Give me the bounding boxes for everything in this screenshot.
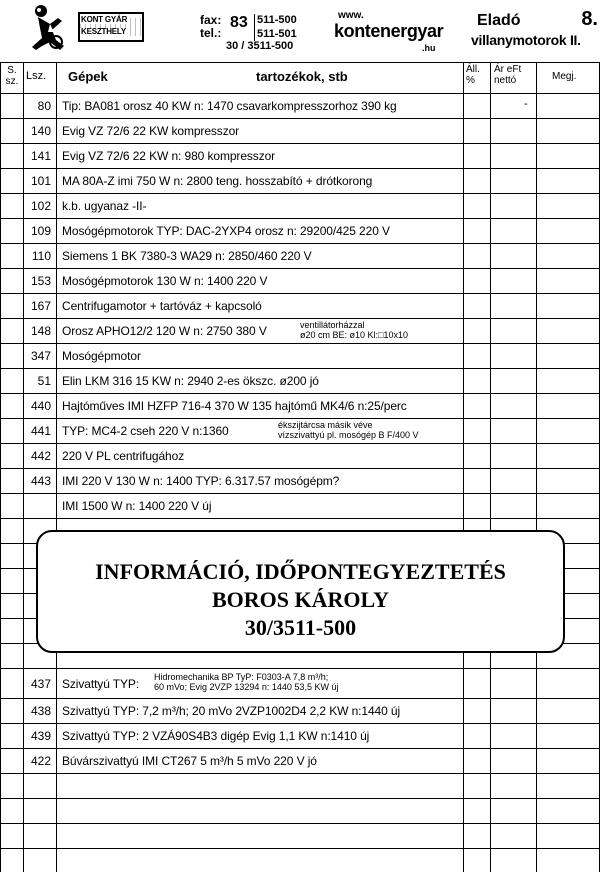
row-description: Elin LKM 316 15 KW n: 2940 2-es ökszc. ø200 jó [62, 374, 319, 388]
fax-label: fax: [200, 13, 222, 27]
row-description: IMI 220 V 130 W n: 1400 TYP: 6.317.57 mosógépm? [62, 474, 340, 488]
row-lsz: 141 [30, 149, 51, 163]
row-lsz: 443 [30, 474, 51, 488]
header-tartozekok: tartozékok, stb [256, 69, 348, 84]
table-row [0, 698, 600, 723]
website-name: kontenergyar [334, 21, 444, 41]
table-row [0, 748, 600, 773]
table-row [0, 118, 600, 143]
table-row [0, 218, 600, 243]
row-description: Búvárszivattyú IMI CT267 5 m³/h 5 mVo 220 V jó [62, 754, 317, 768]
table-row [0, 93, 600, 118]
table-row [0, 268, 600, 293]
row-note-line1: Hidromechanika BP TyP: F0303-A 7,8 m³/h; [154, 672, 329, 682]
table-row [0, 243, 600, 268]
row-note-line1: ventillátorházzal [300, 320, 365, 330]
row-description: k.b. ugyanaz -II- [62, 199, 147, 213]
header-ssz [2, 65, 22, 95]
contact-person: BOROS KÁROLY [211, 587, 390, 612]
row-lsz: 422 [30, 754, 51, 768]
website-tld: .hu [422, 43, 436, 53]
row-note-line2: vízszivattyú pl. mosógép B F/400 V [278, 430, 419, 440]
row-lsz: 110 [31, 249, 51, 263]
row-lsz: 101 [30, 174, 51, 188]
row-lsz: 442 [30, 449, 51, 463]
row-note-line1: ékszijtárcsa másik véve [278, 420, 373, 430]
website-block [330, 10, 442, 56]
table-row [0, 493, 600, 518]
header-ssz-line1: S. [7, 65, 17, 76]
table-row [0, 418, 600, 443]
table-row [0, 393, 600, 418]
row-lsz: 347 [30, 349, 51, 363]
header-all-line1: Áll. [466, 64, 480, 75]
header-ar [494, 64, 536, 94]
table-header [0, 63, 600, 93]
row-description: Evig VZ 72/6 22 KW kompresszor [62, 124, 240, 138]
row-lsz: 167 [30, 299, 51, 313]
table-row [0, 318, 600, 343]
row-lsz: 109 [30, 224, 51, 238]
title-line-2: villanymotorok II. [471, 32, 581, 48]
header-ar-line2: nettó [494, 75, 517, 86]
page-title [471, 8, 600, 54]
row-lsz: 80 [37, 99, 51, 113]
row-description: MA 80A-Z imi 750 W n: 2800 teng. hosszabító + drótkorong [62, 174, 373, 188]
row-note [300, 320, 408, 340]
header-gepek: Gépek [68, 69, 108, 84]
table-row [0, 293, 600, 318]
machines-table [0, 62, 600, 872]
table-row [0, 368, 600, 393]
row-description: TYP: MC4-2 cseh 220 V n:1360 [62, 424, 229, 438]
info-heading: INFORMÁCIÓ, IDŐPONTEGYEZTETÉS [95, 559, 506, 584]
row-note-line2: ø20 cm BE: ø10 Kl:□10x10 [300, 330, 408, 340]
table-row-empty [0, 773, 600, 798]
table-row [0, 468, 600, 493]
header-allapot [466, 64, 486, 94]
row-lsz: 440 [30, 399, 51, 413]
row-note-line2: 60 mVo; Evig 2VZP 13294 n: 1440 53,5 KW új [154, 682, 339, 692]
area-code: 83 [230, 14, 248, 31]
header-ssz-line2: sz. [5, 76, 19, 87]
table-row [0, 193, 600, 218]
row-lsz: 153 [30, 274, 51, 288]
table-row [0, 343, 600, 368]
row-description: Szivattyú TYP: [62, 677, 140, 691]
row-description: 220 V PL centrifugához [62, 449, 185, 463]
row-description: Evig VZ 72/6 22 KW n: 980 kompresszor [62, 149, 276, 163]
row-lsz: 437 [30, 677, 51, 691]
row-lsz: 439 [30, 729, 51, 743]
row-description: Tip: BA081 orosz 40 KW n: 1470 csavarkompresszorhoz 390 kg [62, 99, 397, 113]
row-description: IMI 1500 W n: 1400 220 V új [62, 499, 212, 513]
info-callout [36, 530, 565, 653]
row-description: Szivattyú TYP: 7,2 m³/h; 20 mVo 2VZP1002D4 2,2 KW n:1440 új [62, 704, 401, 718]
table-row [0, 443, 600, 468]
row-lsz: 148 [30, 324, 51, 338]
row-note [278, 420, 419, 440]
row-description: Orosz APHO12/2 120 W n: 2750 380 V [62, 324, 267, 338]
table-row-empty [0, 823, 600, 848]
website-www: www. [338, 10, 364, 21]
table-row [0, 143, 600, 168]
table-row [0, 668, 600, 698]
phone-number-1: 511-500 [257, 14, 297, 26]
contact-block [200, 10, 310, 56]
header-all-line2: % [466, 75, 475, 86]
table-row [0, 168, 600, 193]
row-description: Mosógépmotorok TYP: DAC-2YXP4 orosz n: 29200/425 220 V [62, 224, 390, 238]
tel-label: tel.: [200, 26, 222, 40]
header-megjegyzes: Megj. [552, 71, 577, 82]
row-lsz: 51 [37, 374, 51, 388]
page-header [0, 0, 600, 60]
row-note [154, 672, 338, 692]
logo-line-1: KONT GYÁR [81, 15, 128, 24]
row-description: Hajtóműves IMI HZFP 716-4 370 W 135 hajtómű MK4/6 n:25/perc [62, 399, 407, 413]
row-lsz: 102 [30, 199, 51, 213]
mobile-number: 30 / 3511-500 [226, 40, 294, 52]
table-row-empty [0, 848, 600, 872]
row-description: Mosógépmotor [62, 349, 141, 363]
row-description: Centrifugamotor + tartóváz + kapcsoló [62, 299, 262, 313]
row-description: Mosógépmotorok 130 W n: 1400 220 V [62, 274, 268, 288]
logo-line-2: KESZTHELY [81, 27, 127, 36]
page-number: 8. [581, 8, 598, 30]
table-row [0, 723, 600, 748]
row-price: - [524, 98, 528, 110]
company-logo [28, 2, 193, 54]
row-description: Szivattyú TYP: 2 VZÁ90S4B3 digép Evig 1,1 KW n:1410 új [62, 729, 370, 743]
row-lsz: 438 [30, 704, 51, 718]
row-lsz: 441 [30, 424, 51, 438]
header-ar-line1: Ár eFt [494, 64, 522, 75]
row-lsz: 140 [30, 124, 51, 138]
contact-phone: 30/3511-500 [244, 615, 357, 640]
phone-number-2: 511-501 [257, 28, 297, 40]
title-line-1: Eladó [477, 12, 521, 29]
table-row-empty [0, 798, 600, 823]
row-description: Siemens 1 BK 7380-3 WA29 n: 2850/460 220 V [62, 249, 312, 263]
header-lsz: Lsz. [26, 70, 47, 82]
contact-divider [254, 14, 255, 41]
